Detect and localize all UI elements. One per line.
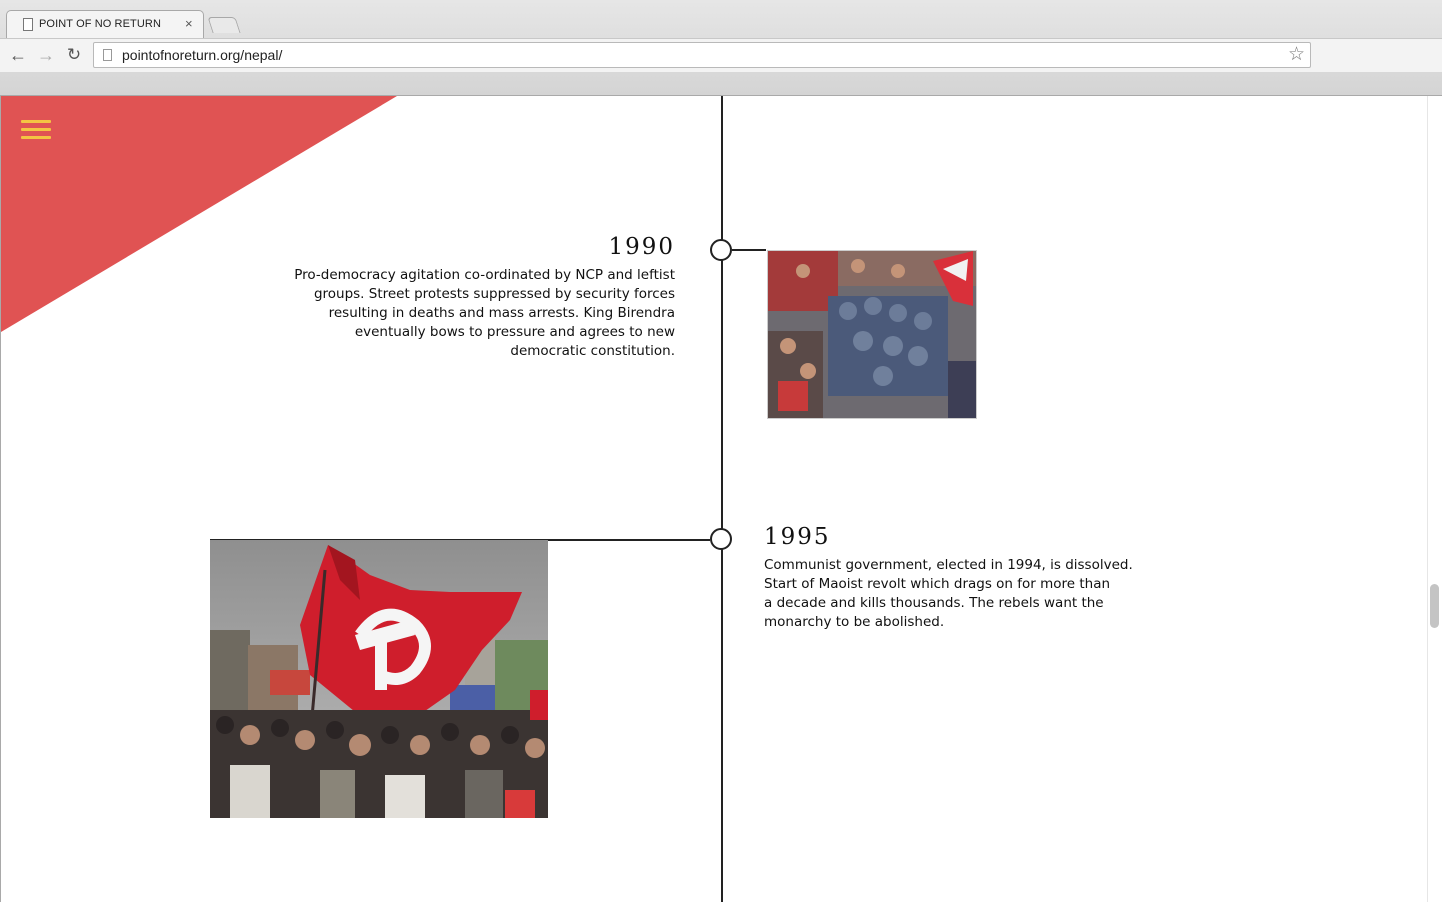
close-icon[interactable]: × (185, 16, 193, 31)
timeline-year: 1990 (608, 234, 675, 260)
description-line: democratic constitution. (510, 343, 675, 359)
page-viewport (1, 96, 1427, 902)
description-line: a decade and kills thousands. The rebels want the (764, 595, 1104, 611)
tab-strip (0, 0, 1442, 38)
photo-illustration (768, 251, 977, 419)
description-line: groups. Street protests suppressed by security forces (313, 286, 675, 302)
description-line: Pro-democracy agitation co-ordinated by NCP and leftist (294, 267, 675, 283)
scrollbar-thumb[interactable] (1430, 584, 1439, 628)
description-line: resulting in deaths and mass arrests. King Birendra (328, 305, 675, 321)
timeline-description (764, 556, 1144, 632)
timeline-node-1990[interactable] (710, 239, 732, 261)
menu-bar (21, 120, 51, 123)
tab-title: POINT OF NO RETURN (39, 18, 161, 30)
timeline-node-1995[interactable] (710, 528, 732, 550)
new-tab-button[interactable] (207, 17, 240, 33)
menu-bar (21, 136, 51, 139)
tab-active[interactable] (6, 10, 204, 38)
protest-crowd-police-photo (767, 250, 977, 419)
timeline-axis (721, 96, 723, 902)
hamburger-menu-icon[interactable] (21, 120, 51, 142)
timeline-connector (732, 249, 766, 251)
browser-toolbar (0, 38, 1442, 72)
page-icon (103, 49, 112, 61)
menu-bar (21, 128, 51, 131)
description-line: eventually bows to pressure and agrees to new (354, 324, 675, 340)
timeline-description (275, 266, 675, 361)
vertical-scrollbar[interactable] (1427, 96, 1441, 902)
address-bar[interactable] (93, 42, 1311, 68)
bookmark-star-icon[interactable]: ☆ (1287, 44, 1305, 65)
page-icon (23, 18, 33, 31)
url-text[interactable]: pointofnoreturn.org/nepal/ (122, 47, 283, 63)
back-arrow-icon[interactable]: ← (9, 45, 27, 65)
browser-chrome (0, 0, 1442, 96)
description-line: Communist government, elected in 1994, is dissolved. (764, 557, 1133, 573)
forward-arrow-icon[interactable]: → (37, 45, 55, 65)
reload-icon[interactable]: ↻ (66, 45, 82, 64)
timeline-year: 1995 (764, 524, 831, 550)
description-line: monarchy to be abolished. (764, 614, 945, 630)
description-line: Start of Maoist revolt which drags on for more than (764, 576, 1111, 592)
photo-illustration (210, 540, 548, 818)
red-flag-rally-photo (210, 540, 548, 818)
